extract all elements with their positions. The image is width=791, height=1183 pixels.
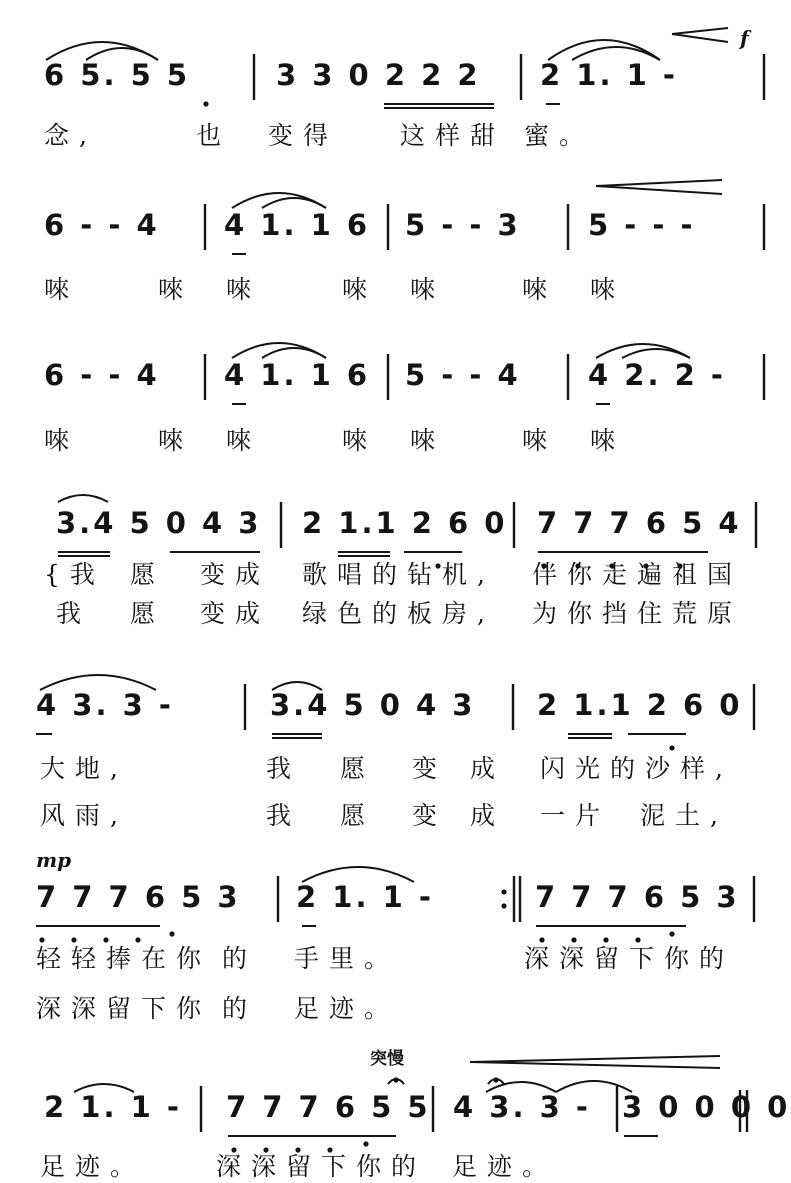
lyric-3-4: 伴你走遍祖国 <box>532 560 743 589</box>
repeat-dot-b <box>501 903 506 908</box>
hairpin-r7-b <box>470 1062 720 1068</box>
repeat-dot-a <box>501 889 506 894</box>
lyric-0-0: 念, <box>44 121 97 150</box>
lyric-4-3: 变 <box>412 754 448 783</box>
measure-5-0: 7 7 7 6 5 3 <box>36 880 241 914</box>
lyric2-5-0: 深深留下你 <box>36 994 212 1023</box>
measure-6-1: 7 7 7 6 5 5 <box>226 1090 431 1124</box>
measure-1-1: 4 1. 1 6 <box>224 208 371 242</box>
slur-r3-d <box>622 349 690 358</box>
measure-3-1: 2 1.1 2 6 0 <box>302 506 508 540</box>
lyric-0-4: 蜜。 <box>524 121 595 150</box>
measure-2-3: 4 2. 2 - <box>588 358 726 392</box>
lyric-1-1: 唻 <box>158 275 194 304</box>
forte-mark: f <box>740 26 749 50</box>
dot-r1-a <box>203 101 208 106</box>
fermata-dot-b <box>493 1077 498 1082</box>
measure-2-1: 4 1. 1 6 <box>224 358 371 392</box>
measure-2-0: 6 - - 4 <box>44 358 160 392</box>
lyric2-4-1: 我 <box>266 801 302 830</box>
lyric-3-2: 变成 <box>200 560 271 589</box>
lyric2-3-2: 变成 <box>200 599 271 628</box>
measure-6-3: 3 0 0 0 0 <box>622 1090 791 1124</box>
lyric-4-4: 成 <box>470 754 506 783</box>
lyric-2-5: 唻 <box>522 426 558 455</box>
measure-6-0: 2 1. 1 - <box>44 1090 182 1124</box>
measure-4-2: 2 1.1 2 6 0 <box>537 688 743 722</box>
lyric2-5-2: 足迹。 <box>294 994 400 1023</box>
lyric-2-2: 唻 <box>226 426 262 455</box>
lyric-6-0: 足迹。 <box>40 1152 146 1181</box>
lyric2-3-0: 我 <box>56 599 92 628</box>
hairpin-r2-b <box>596 186 722 194</box>
lyric-4-0: 大地, <box>40 754 128 783</box>
measure-1-0: 6 - - 4 <box>44 208 160 242</box>
lyric-1-0: 唻 <box>44 275 80 304</box>
lyric-5-2: 手里。 <box>294 944 400 973</box>
dot-r7-e <box>363 1141 368 1146</box>
lyric-3-0: {我 <box>44 560 105 589</box>
lyric-3-3: 歌唱的钻机, <box>302 560 495 589</box>
measure-0-1: 3 3 0 2 2 2 <box>276 58 481 92</box>
slur-r1-c <box>548 40 660 60</box>
measure-1-3: 5 - - - <box>588 208 696 242</box>
measure-3-0: 3.4 5 0 4 3 <box>56 506 262 540</box>
measure-0-0: 6 5. 5 5 <box>44 58 191 92</box>
hairpin-r2-a <box>596 180 722 186</box>
lyric-4-5: 闪光的沙样, <box>540 754 733 783</box>
dot-r6b-e <box>669 931 674 936</box>
measure-6-2: 4 3. 3 - <box>453 1090 591 1124</box>
lyric-1-4: 唻 <box>410 275 446 304</box>
lyric2-4-5: 一片 <box>540 801 611 830</box>
measure-5-2: 7 7 7 6 5 3 <box>535 880 740 914</box>
measure-4-1: 3.4 5 0 4 3 <box>270 688 476 722</box>
lyric-6-2: 足迹。 <box>452 1152 558 1181</box>
lyric-2-0: 唻 <box>44 426 80 455</box>
lyric-0-1: 也 <box>196 121 232 150</box>
lyric-5-1: 的 <box>222 944 258 973</box>
lyric-4-1: 我 <box>266 754 302 783</box>
lyric-1-5: 唻 <box>522 275 558 304</box>
lyric-4-2: 愿 <box>340 754 376 783</box>
hairpin-r1-a <box>672 28 728 34</box>
measure-5-1: 2 1. 1 - <box>296 880 434 914</box>
lyric-0-3: 这样甜 <box>400 121 506 150</box>
measure-0-2: 2 1. 1 - <box>540 58 678 92</box>
lyric-6-1: 深深留下你的 <box>216 1152 427 1181</box>
lyric2-4-0: 风雨, <box>40 801 128 830</box>
lyric2-5-1: 的 <box>222 994 258 1023</box>
slur-r3-b <box>262 348 326 358</box>
lyric-1-6: 唻 <box>590 275 626 304</box>
fermata-dot-a <box>393 1077 398 1082</box>
hairpin-r7-a <box>470 1056 720 1062</box>
slur-r2-b <box>262 198 326 208</box>
lyric-0-2: 变得 <box>268 121 339 150</box>
lyric-1-3: 唻 <box>342 275 378 304</box>
lyric2-4-4: 成 <box>470 801 506 830</box>
lyric-5-3: 深深留下你的 <box>524 944 735 973</box>
lyric-1-2: 唻 <box>226 275 262 304</box>
dot-r6-e <box>169 931 174 936</box>
lyric2-3-1: 愿 <box>130 599 166 628</box>
measure-2-2: 5 - - 4 <box>405 358 521 392</box>
lyric2-4-2: 愿 <box>340 801 376 830</box>
slur-r4-a <box>58 495 108 502</box>
measure-1-2: 5 - - 3 <box>405 208 521 242</box>
lyric-2-6: 唻 <box>590 426 626 455</box>
lyric-2-1: 唻 <box>158 426 194 455</box>
mezzo-piano-mark: mp <box>36 848 72 872</box>
lyric2-4-3: 变 <box>412 801 448 830</box>
lyric-2-3: 唻 <box>342 426 378 455</box>
lyric2-3-3: 绿色的板房, <box>302 599 495 628</box>
hairpin-r1-b <box>672 34 728 42</box>
lyric2-3-4: 为你挡住荒原 <box>532 599 743 628</box>
lyric-3-1: 愿 <box>130 560 166 589</box>
tempo-text: 突慢 <box>370 1049 404 1069</box>
lyric-2-4: 唻 <box>410 426 446 455</box>
lyric2-4-6: 泥土, <box>640 801 728 830</box>
lyric-5-0: 轻轻捧在你 <box>36 944 212 973</box>
measure-4-0: 4 3. 3 - <box>36 688 174 722</box>
measure-3-2: 7 7 7 6 5 4 <box>537 506 742 540</box>
